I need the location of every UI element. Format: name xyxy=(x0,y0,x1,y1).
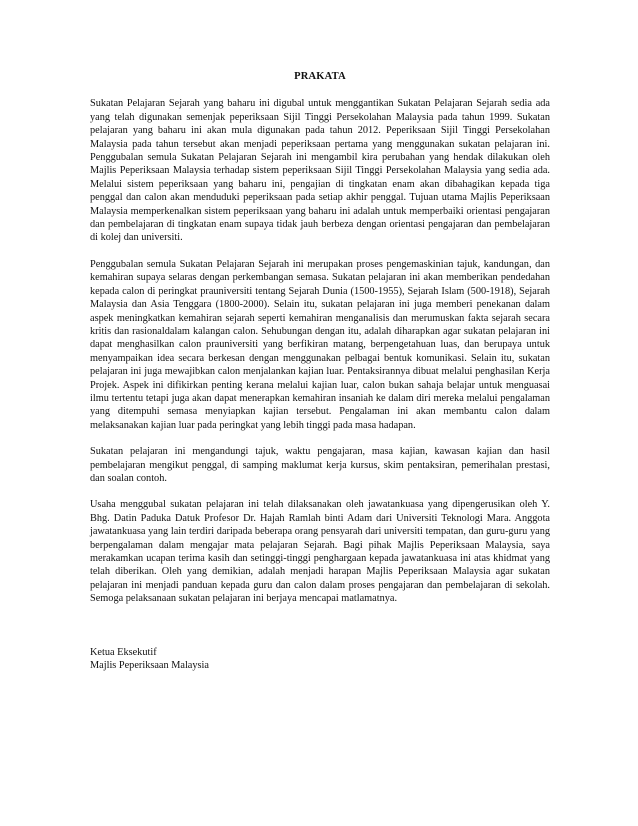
paragraph-acknowledgement: Usaha menggubal sukatan pelajaran ini telah dilaksanakan oleh jawatankuasa yang dipengerusikan oleh Y. Bhg. Datin Paduka Datuk Profesor Dr. Hajah Ramlah binti Adam dari Universiti Teknologi Mara. Anggota jawatankuasa yang lain terdiri daripada beberapa orang pensyarah dari universiti tempatan, dan guru-guru yang berpengalaman dalam mengajar mata pelajaran Sejarah. Bagi pihak Majlis Peperiksaan Malaysia, saya merakamkan ucapan terima kasih dan setinggi-tinggi penghargaan kepada jawatankuasa ini atas khidmat yang telah diberikan. Oleh yang demikian, adalah menjadi harapan Majlis Peperiksaan Malaysia agar sukatan pelajaran ini menjadi panduan kepada guru dan calon dalam proses pengajaran dan pembelajaran di sekolah. Semoga pelaksanaan sukatan pelajaran ini berjaya mencapai matlamatnya. xyxy=(90,499,550,605)
document-title: PRAKATA xyxy=(294,71,346,82)
paragraph-intro: Sukatan Pelajaran Sejarah yang baharu ini digubal untuk menggantikan Sukatan Pelajaran Sejarah sedia ada yang telah digunakan semenjak peperiksaan Sijil Tinggi Persekolahan Malaysia pada tahun 1999. Sukatan pelajaran yang baharu ini akan mula digunakan pada tahun 2012. Peperiksaan Sijil Tinggi Persekolahan Malaysia pada tahun tersebut akan menjadi peperiksaan pertama yang menggunakan sukatan pelajaran ini. Penggubalan semula Sukatan Pelajaran Sejarah ini mengambil kira perubahan yang hendak dilakukan oleh Majlis Peperiksaan Malaysia terhadap sistem peperiksaan Sijil Tinggi Persekolahan Malaysia yang sedia ada. Melalui sistem peperiksaan yang baharu ini, pengajian di tingkatan enam akan dibahagikan kepada tiga penggal dan calon akan menduduki peperiksaan pada setiap akhir penggal. Tujuan utama Majlis Peperiksaan Malaysia memperkenalkan sistem peperiksaan yang baharu ini adalah untuk memperbaiki orientasi pengajaran dan pembelajaran di tingkatan enam supaya tidak jauh berbeza dengan orientasi pengajaran dan pembelajaran di kolej dan universiti. xyxy=(90,98,550,244)
paragraph-contents: Sukatan pelajaran ini mengandungi tajuk, waktu pengajaran, masa kajian, kawasan kajian dan hasil pembelajaran mengikut penggal, di samping maklumat kerja kursus, skim pentaksiran, pemerihalan prestasi, dan soalan contoh. xyxy=(90,446,550,484)
signature-position: Ketua Eksekutif xyxy=(90,646,157,658)
signature-organization: Majlis Peperiksaan Malaysia xyxy=(90,660,209,672)
document-page xyxy=(90,70,550,672)
paragraph-revision: Penggubalan semula Sukatan Pelajaran Sejarah ini merupakan proses pengemaskinian tajuk, kandungan, dan kemahiran supaya selaras dengan perkembangan semasa. Sukatan pelajaran ini akan memberikan pendedahan kepada calon di peringkat prauniversiti tentang Sejarah Dunia (1500-1955), Sejarah Islam (500-1918), Sejarah Malaysia dan Asia Tenggara (1800-2000). Selain itu, sukatan pelajaran ini juga memberi penekanan dalam aspek meningkatkan kemahiran sejarah seperti kemahiran menganalisis dan merumuskan fakta sejarah secara kritis dan rasionaldalam kalangan calon. Sehubungan dengan itu, adalah diharapkan agar sukatan pelajaran ini dapat menghasilkan calon prauniversiti yang berfikiran matang, berpengetahuan luas, dan berupaya untuk menyampaikan idea secara berkesan dengan menggunakan pelbagai bentuk komunikasi. Selain itu, sukatan pelajaran ini juga mewajibkan calon menjalankan kajian luar. Pentaksirannya dibuat melalui penghasilan Kerja Projek. Aspek ini difikirkan penting kerana melalui kajian luar, calon bukan sahaja belajar untuk menguasai ilmu tertentu tetapi juga akan dapat menerapkan kemahiran insaniah ke dalam diri mereka melalui pengalaman yang ditempuhi semasa menyiapkan kajian tersebut. Pengalaman ini akan membantu calon dalam melaksanakan kajian luar pada peringkat yang lebih tinggi pada masa hadapan. xyxy=(90,258,550,431)
signature-block xyxy=(90,646,550,673)
